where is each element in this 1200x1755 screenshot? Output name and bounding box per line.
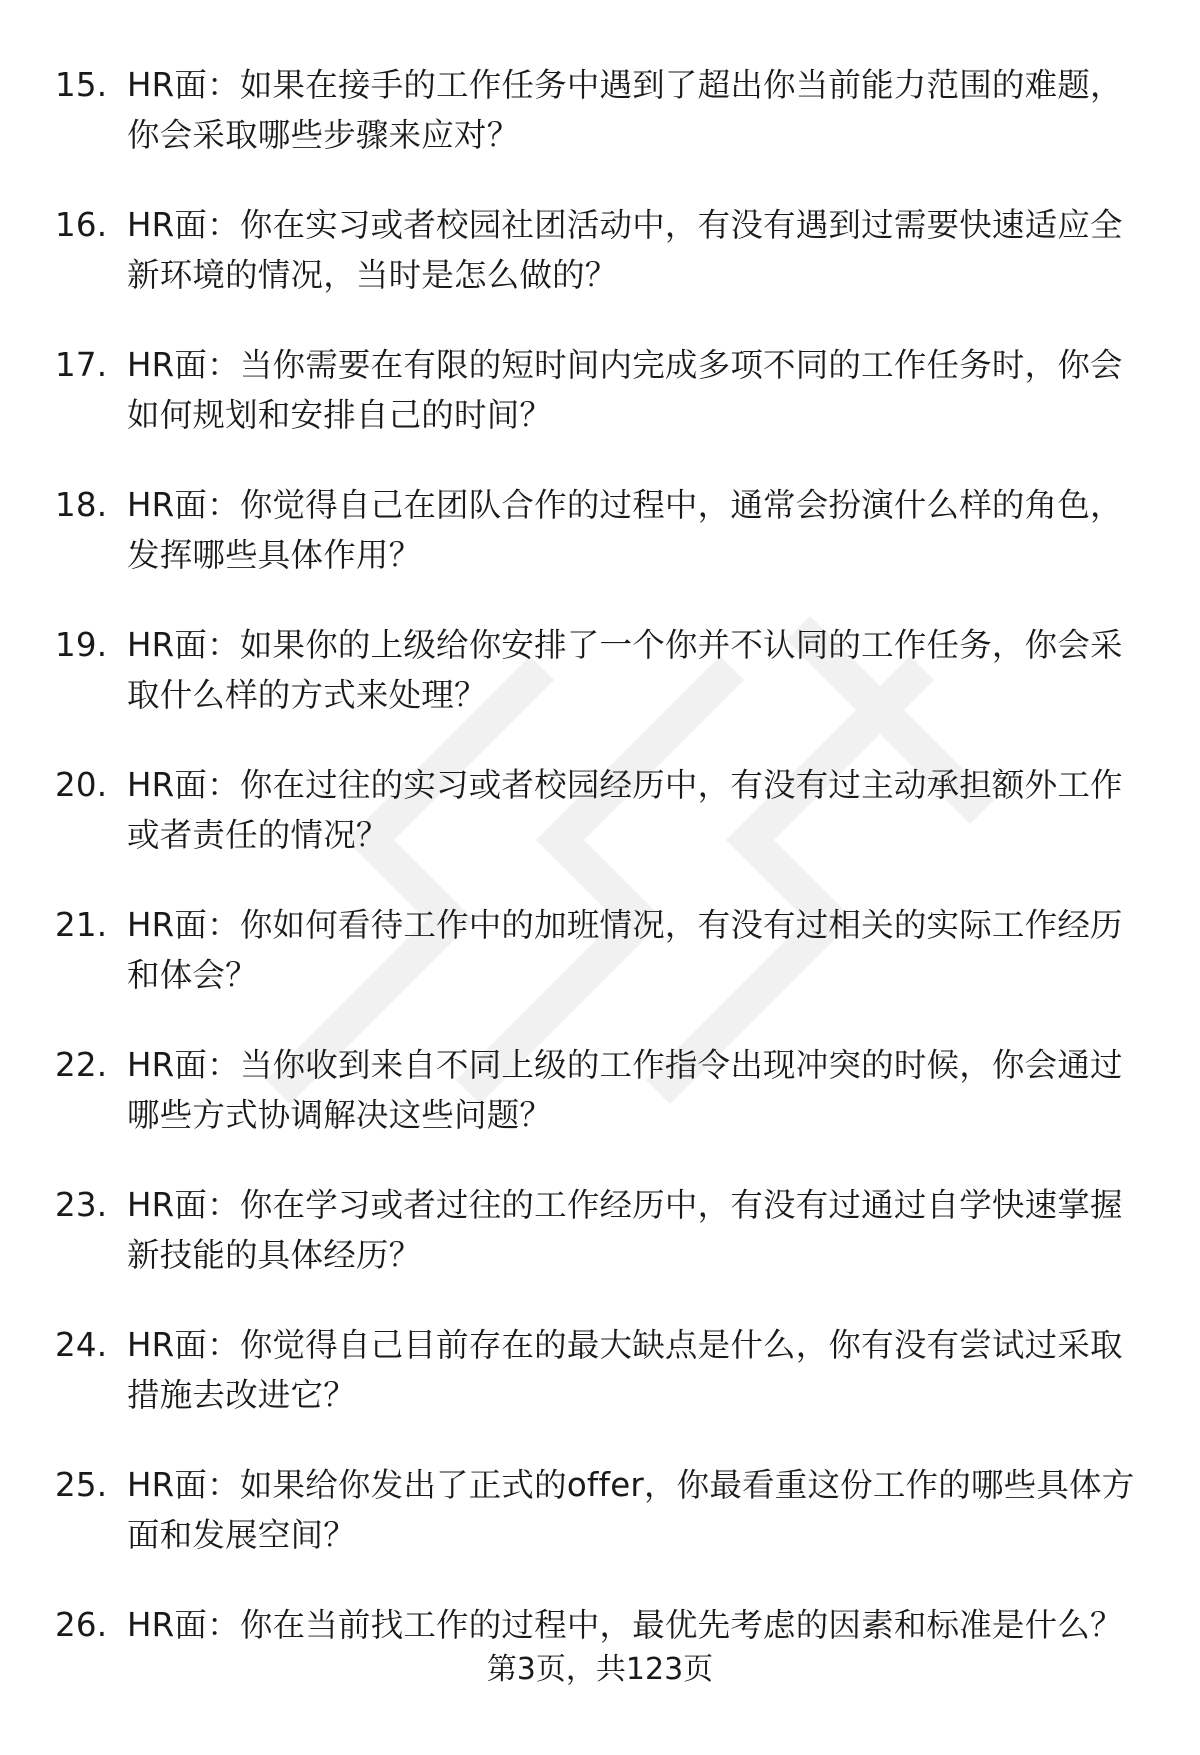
question-item (55, 480, 1155, 580)
question-text: HR面：当你需要在有限的短时间内完成多项不同的工作任务时，你会如何规划和安排自己的时间？ (127, 346, 1123, 434)
question-text: HR面：你觉得自己在团队合作的过程中，通常会扮演什么样的角色，发挥哪些具体作用？ (127, 486, 1123, 574)
question-number: 25. (55, 1466, 108, 1504)
question-item (55, 1600, 1155, 1650)
question-text: HR面：你在实习或者校园社团活动中，有没有遇到过需要快速适应全新环境的情况，当时是怎么做的？ (127, 206, 1123, 294)
question-text: HR面：如果给你发出了正式的offer，你最看重这份工作的哪些具体方面和发展空间？ (127, 1466, 1135, 1554)
question-number: 16. (55, 206, 108, 244)
question-text: HR面：如果你的上级给你安排了一个你并不认同的工作任务，你会采取什么样的方式来处理？ (127, 626, 1123, 714)
question-number: 18. (55, 486, 108, 524)
question-number: 21. (55, 906, 108, 944)
question-item (55, 60, 1155, 160)
question-text: HR面：你在学习或者过往的工作经历中，有没有过通过自学快速掌握新技能的具体经历？ (127, 1186, 1123, 1274)
question-text: HR面：你在过往的实习或者校园经历中，有没有过主动承担额外工作或者责任的情况？ (127, 766, 1123, 854)
question-item (55, 760, 1155, 860)
page-number-footer: 第3页，共123页 (486, 1652, 714, 1687)
question-number: 15. (55, 66, 108, 104)
question-number: 24. (55, 1326, 108, 1364)
question-number: 26. (55, 1606, 108, 1644)
question-text: HR面：你如何看待工作中的加班情况，有没有过相关的实际工作经历和体会？ (127, 906, 1123, 994)
question-item (55, 1460, 1155, 1560)
question-item (55, 620, 1155, 720)
question-list (55, 60, 1155, 1690)
question-number: 19. (55, 626, 108, 664)
question-item (55, 1320, 1155, 1420)
question-text: HR面：当你收到来自不同上级的工作指令出现冲突的时候，你会通过哪些方式协调解决这些问题？ (127, 1046, 1123, 1134)
question-text: HR面：如果在接手的工作任务中遇到了超出你当前能力范围的难题，你会采取哪些步骤来应对？ (127, 66, 1123, 154)
question-number: 20. (55, 766, 108, 804)
question-number: 23. (55, 1186, 108, 1224)
question-item (55, 900, 1155, 1000)
question-text: HR面：你在当前找工作的过程中，最优先考虑的因素和标准是什么？ (127, 1606, 1123, 1644)
question-number: 17. (55, 346, 108, 384)
question-item (55, 1040, 1155, 1140)
question-number: 22. (55, 1046, 108, 1084)
question-item (55, 340, 1155, 440)
question-item (55, 1180, 1155, 1280)
question-text: HR面：你觉得自己目前存在的最大缺点是什么，你有没有尝试过采取措施去改进它？ (127, 1326, 1123, 1414)
question-item (55, 200, 1155, 300)
